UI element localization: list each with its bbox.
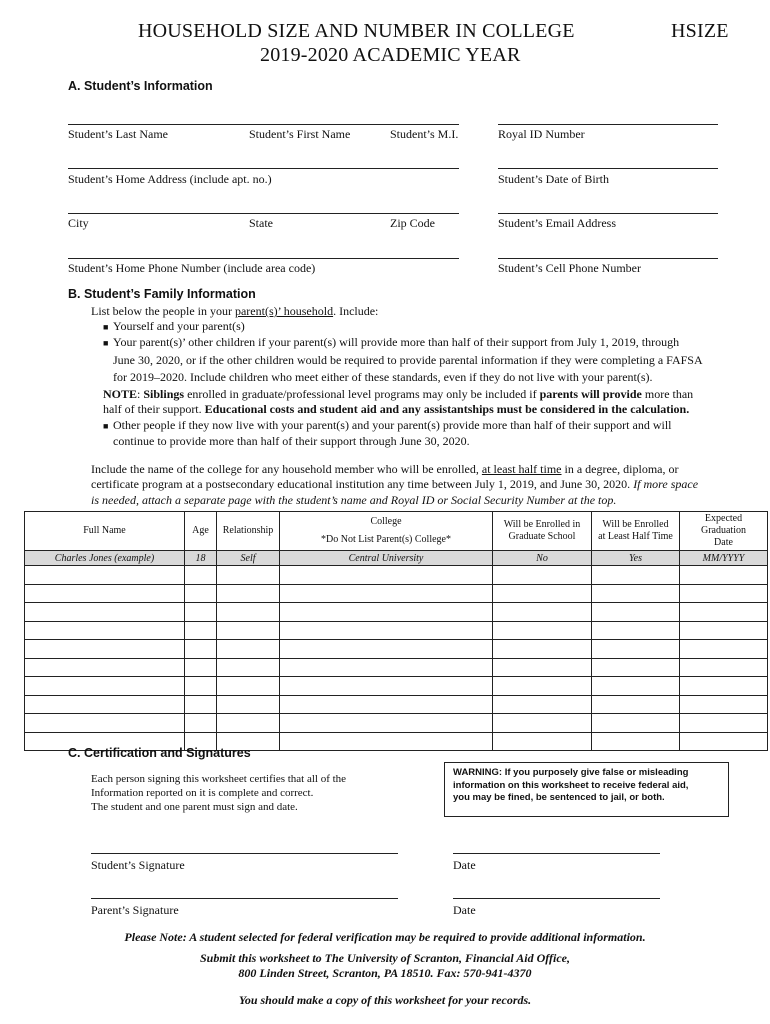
col-graduate: Will be Enrolled in Graduate School xyxy=(493,512,592,551)
verification-note: Please Note: A student selected for federal verification may be required to provide additional information. xyxy=(124,930,646,944)
zip-label: Zip Code xyxy=(390,216,435,230)
col-full-name: Full Name xyxy=(25,512,185,551)
bullet-icon: ■ xyxy=(103,322,109,332)
email-label: Student’s Email Address xyxy=(498,216,616,230)
address-label: Student’s Home Address (include apt. no.) xyxy=(68,172,272,186)
student-signature-label: Student’s Signature xyxy=(91,858,185,872)
dob-field-line[interactable] xyxy=(498,168,718,169)
mi-label: Student’s M.I. xyxy=(390,127,459,141)
bullet-other-children-l2: June 30, 2020, or if the other children would be required to provide parental information if they were completing a FAFSA xyxy=(113,353,703,367)
home-phone-line[interactable] xyxy=(68,258,459,259)
table-row[interactable] xyxy=(25,640,768,659)
name-field-line[interactable] xyxy=(68,124,459,125)
col-half-time: Will be Enrolled at Least Half Time xyxy=(592,512,680,551)
state-label: State xyxy=(249,216,273,230)
cell-phone-label: Student’s Cell Phone Number xyxy=(498,261,641,275)
col-age: Age xyxy=(185,512,217,551)
form-code: HSIZE xyxy=(671,20,729,42)
last-name-label: Student’s Last Name xyxy=(68,127,168,141)
example-graduate: No xyxy=(493,551,592,566)
city-label: City xyxy=(68,216,89,230)
parent-signature-line[interactable] xyxy=(91,898,398,899)
table-row[interactable] xyxy=(25,695,768,714)
college-instructions-l1: Include the name of the college for any household member who will be enrolled, at least half time in a degree, diploma, or xyxy=(91,462,679,476)
example-college: Central University xyxy=(280,551,493,566)
example-row xyxy=(25,551,768,566)
col-relationship: Relationship xyxy=(217,512,280,551)
royal-id-label: Royal ID Number xyxy=(498,127,585,141)
bullet-other-people-l2: continue to provide more than half of their support through June 30, 2020. xyxy=(113,434,470,448)
table-row[interactable] xyxy=(25,677,768,696)
warning-box: WARNING: If you purposely give false or misleading information on this worksheet to receive federal aid, you may be fined, be sentenced to jail, or both. xyxy=(444,762,729,817)
certification-text: Each person signing this worksheet certifies that all of the Information reported on it is complete and correct. The student and one parent must sign and date. xyxy=(91,773,347,813)
dob-label: Student’s Date of Birth xyxy=(498,172,609,186)
table-row[interactable] xyxy=(25,584,768,603)
example-relationship: Self xyxy=(217,551,280,566)
bullet-other-people-l1: Other people if they now live with your parent(s) and your parent(s) provide more than half of their support and will xyxy=(113,418,672,432)
cell-phone-line[interactable] xyxy=(498,258,718,259)
address-field-line[interactable] xyxy=(68,168,459,169)
form-title: HOUSEHOLD SIZE AND NUMBER IN COLLEGE xyxy=(138,20,575,42)
section-c-heading: C. Certification and Signatures xyxy=(68,746,251,760)
parent-date-line[interactable] xyxy=(453,898,660,899)
section-b-heading: B. Student’s Family Information xyxy=(68,287,256,301)
home-phone-label: Student’s Home Phone Number (include area code) xyxy=(68,261,316,275)
example-date: MM/YYYY xyxy=(680,551,768,566)
table-row[interactable] xyxy=(25,566,768,585)
parent-signature-label: Parent’s Signature xyxy=(91,903,179,917)
college-instructions-l2: certificate program at a postsecondary educational institution any time between July 1, 2019, and June 30, 2020. If more space xyxy=(91,477,699,491)
note-line2: half of their support. Educational costs and student aid and any assistantships must be considered in the calculation. xyxy=(103,402,690,416)
table-row[interactable] xyxy=(25,658,768,677)
student-date-label: Date xyxy=(453,858,476,872)
note-line1: NOTE: Siblings enrolled in graduate/professional level programs may only be included if parents will provide more than xyxy=(103,387,694,401)
student-signature-line[interactable] xyxy=(91,853,398,854)
bullet-icon: ■ xyxy=(103,421,109,431)
bullet-yourself: Yourself and your parent(s) xyxy=(113,319,245,333)
col-graduation-date: Expected Graduation Date xyxy=(680,512,768,551)
section-a-heading: A. Student’s Information xyxy=(68,79,213,93)
parent-date-label: Date xyxy=(453,903,476,917)
example-half-time: Yes xyxy=(592,551,680,566)
copy-reminder: You should make a copy of this worksheet for your records. xyxy=(238,993,532,1007)
bullet-icon: ■ xyxy=(103,338,109,348)
college-instructions-l3: is needed, attach a separate page with the student’s name and Royal ID or Social Security Number at the top. xyxy=(91,493,617,507)
submit-instructions-l2: 800 Linden Street, Scranton, PA 18510. Fax: 570-941-4370 xyxy=(238,966,532,980)
example-age: 18 xyxy=(185,551,217,566)
bullet-other-children-l1: Your parent(s)’ other children if your parent(s) will provide more than half of their support from July 1, 2019, through xyxy=(113,335,680,349)
table-row[interactable] xyxy=(25,603,768,622)
table-row[interactable] xyxy=(25,621,768,640)
email-field-line[interactable] xyxy=(498,213,718,214)
table-row[interactable] xyxy=(25,714,768,733)
col-college: College *Do Not List Parent(s) College* xyxy=(280,512,493,551)
bullet-other-children-l3: for 2019–2020. Include children who meet either of these standards, even if they do not live with your parent(s). xyxy=(113,370,653,384)
first-name-label: Student’s First Name xyxy=(249,127,351,141)
city-state-zip-line[interactable] xyxy=(68,213,459,214)
example-name: Charles Jones (example) xyxy=(25,551,185,566)
royal-id-field-line[interactable] xyxy=(498,124,718,125)
household-table xyxy=(24,511,768,751)
student-date-line[interactable] xyxy=(453,853,660,854)
form-year: 2019-2020 ACADEMIC YEAR xyxy=(260,44,521,66)
submit-instructions-l1: Submit this worksheet to The University of Scranton, Financial Aid Office, xyxy=(199,951,571,965)
household-intro: List below the people in your parent(s)’ household. Include: xyxy=(91,304,379,318)
